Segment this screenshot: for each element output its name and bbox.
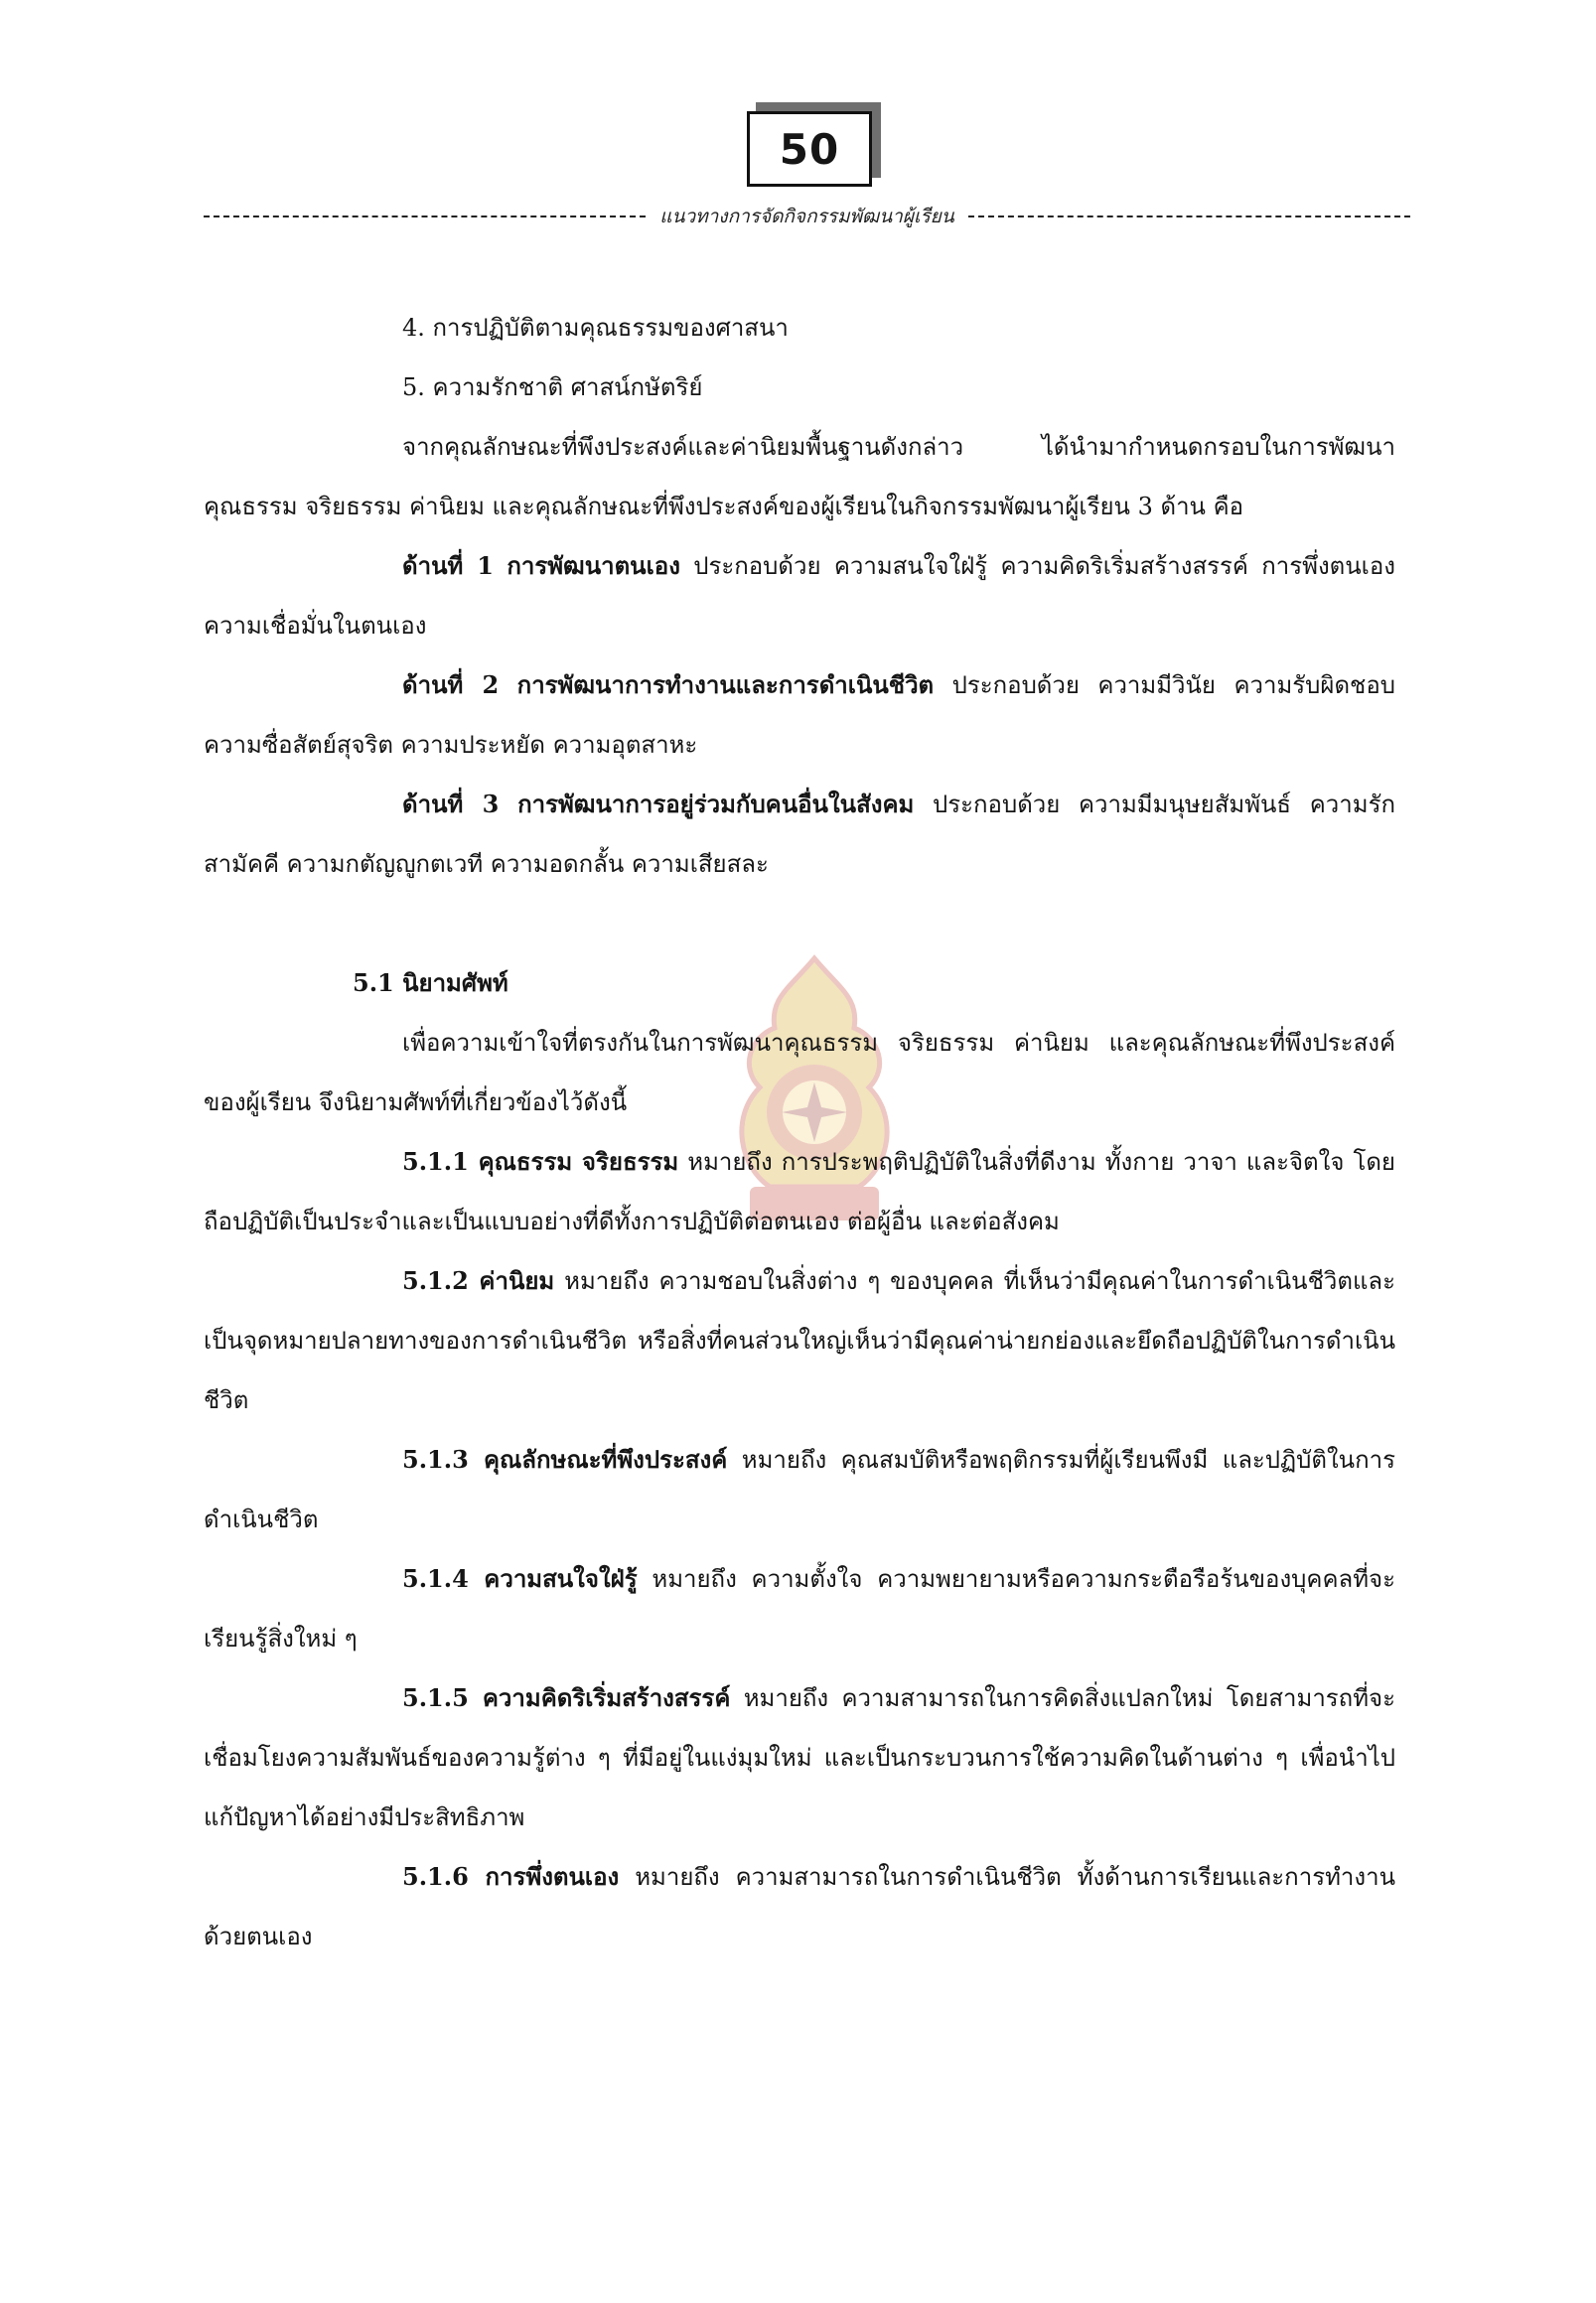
definition-text: หมายถึง ความชอบในสิ่งต่าง ๆ ของบุคคล ที่เห็นว่ามีคุณค่าในการดำเนินชีวิตและเป็นจุดหมายปลายทางของการดำเนินชีวิต หรือสิ่งที่คนส่วนใหญ่เห็นว่ามีคุณค่าน่ายกย่องและยึดถือปฏิบัติในการดำเนินชีวิต	[204, 1267, 1396, 1414]
intro-paragraph: จากคุณลักษณะที่พึงประสงค์และค่านิยมพื้นฐานดังกล่าว ได้นำมากำหนดกรอบในการพัฒนาคุณธรรม จริยธรรม ค่านิยม และคุณลักษณะที่พึงประสงค์ของผู้เรียนในกิจกรรมพัฒนาผู้เรียน 3 ด้าน คือ	[204, 433, 1395, 520]
aspect-label: ด้านที่ 3	[402, 790, 500, 818]
running-header	[204, 202, 1410, 231]
definition	[204, 1847, 1395, 1966]
aspect-text: ประกอบด้วย ความสนใจใฝ่รู้ ความคิดริเริ่มสร้างสรรค์ การพึ่งตนเอง ความเชื่อมั่นในตนเอง	[204, 552, 1395, 640]
aspect-title: การพัฒนาการอยู่ร่วมกับคนอื่นในสังคม	[517, 790, 915, 818]
section-intro: เพื่อความเข้าใจที่ตรงกันในการพัฒนาคุณธรรม จริยธรรม ค่านิยม และคุณลักษณะที่พึงประสงค์ของผู้เรียน จึงนิยามศัพท์ที่เกี่ยวข้องไว้ดังนี้	[204, 1029, 1395, 1116]
aspect-paragraph	[204, 655, 1395, 775]
definition-text: หมายถึง การประพฤติปฏิบัติในสิ่งที่ดีงาม ทั้งกาย วาจา และจิตใจ โดยถือปฏิบัติเป็นประจำและเป็นแบบอย่างที่ดีทั้งการปฏิบัติต่อตนเอง ต่อผู้อื่น และต่อสังคม	[204, 1148, 1395, 1235]
definition-term: 5.1.5 ความคิดริเริ่มสร้างสรรค์	[402, 1683, 731, 1712]
definition	[204, 1132, 1395, 1251]
aspect-title: การพัฒนาตนเอง	[507, 551, 680, 580]
definition	[204, 1549, 1395, 1668]
aspect-paragraph	[204, 775, 1395, 894]
spacer	[204, 894, 1395, 953]
list-item: 5. ความรักชาติ ศาสน์กษัตริย์	[402, 373, 703, 401]
definition	[204, 1430, 1395, 1549]
definition-text: หมายถึง ความสามารถในการคิดสิ่งแปลกใหม่ โดยสามารถที่จะเชื่อมโยงความสัมพันธ์ของความรู้ต่าง ๆ ที่มีอยู่ในแง่มุมใหม่ และเป็นกระบวนการใช้ความคิดในด้านต่าง ๆ เพื่อนำไปแก้ปัญหาได้อย่างมีประสิทธิภาพ	[204, 1684, 1395, 1831]
list-item: 4. การปฏิบัติตามคุณธรรมของศาสนา	[402, 314, 789, 342]
aspect-text: ประกอบด้วย ความมีมนุษยสัมพันธ์ ความรักสามัคคี ความกตัญญูกตเวที ความอดกลั้น ความเสียสละ	[204, 791, 1395, 878]
document-body	[204, 298, 1395, 1966]
definition-term: 5.1.1 คุณธรรม จริยธรรม	[402, 1147, 679, 1176]
aspect-paragraph	[204, 536, 1395, 655]
aspect-label: ด้านที่ 1	[402, 551, 495, 580]
section-heading: 5.1 นิยามศัพท์	[353, 968, 508, 997]
definition-term: 5.1.6 การพึ่งตนเอง	[402, 1862, 620, 1891]
definition-text: หมายถึง ความตั้งใจ ความพยายามหรือความกระตือรือร้นของบุคคลที่จะเรียนรู้สิ่งใหม่ ๆ	[204, 1565, 1395, 1653]
definition-term: 5.1.4 ความสนใจใฝ่รู้	[402, 1564, 638, 1593]
definition-term: 5.1.3 คุณลักษณะที่พึงประสงค์	[402, 1445, 728, 1474]
definition-text: หมายถึง ความสามารถในการดำเนินชีวิต ทั้งด้านการเรียนและการทำงานด้วยตนเอง	[204, 1863, 1395, 1950]
header-rule-right	[968, 216, 1410, 217]
definition	[204, 1251, 1395, 1430]
definition-text: หมายถึง คุณสมบัติหรือพฤติกรรมที่ผู้เรียนพึงมี และปฏิบัติในการดำเนินชีวิต	[204, 1446, 1395, 1533]
header-rule-left	[204, 216, 646, 217]
aspect-label: ด้านที่ 2	[402, 670, 500, 699]
definition-term: 5.1.2 ค่านิยม	[402, 1266, 555, 1295]
page-number: 50	[747, 111, 872, 187]
aspect-title: การพัฒนาการทำงานและการดำเนินชีวิต	[516, 670, 935, 699]
running-header-title: แนวทางการจัดกิจกรรมพัฒนาผู้เรียน	[659, 206, 954, 227]
aspect-text: ประกอบด้วย ความมีวินัย ความรับผิดชอบ ความซื่อสัตย์สุจริต ความประหยัด ความอุตสาหะ	[204, 671, 1395, 759]
definition	[204, 1668, 1395, 1847]
